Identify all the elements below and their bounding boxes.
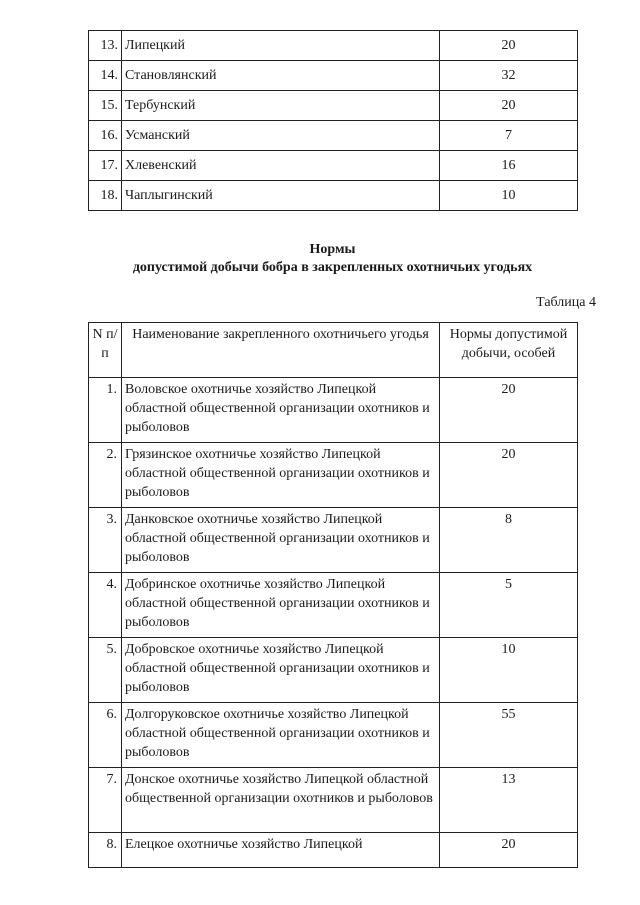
row-number: 4. xyxy=(89,573,122,638)
district-name: Хлевенский xyxy=(122,151,440,181)
hunting-ground-name: Данковское охотничье хозяйство Липецкой областной общественной организации охотников и рыболовов xyxy=(122,508,440,573)
section-title: Нормы xyxy=(309,242,356,257)
row-number: 2. xyxy=(89,443,122,508)
quota-value: 20 xyxy=(440,443,578,508)
quota-value: 55 xyxy=(440,703,578,768)
row-number: 1. xyxy=(89,378,122,443)
quota-value: 13 xyxy=(440,768,578,833)
row-number: 8. xyxy=(89,833,122,868)
table-row xyxy=(89,181,578,211)
table-label: Таблица 4 xyxy=(536,295,596,310)
row-number: 7. xyxy=(89,768,122,833)
quota-value: 32 xyxy=(440,61,578,91)
table-row xyxy=(89,151,578,181)
table-row xyxy=(89,61,578,91)
hunting-ground-name: Долгоруковское охотничье хозяйство Липецкой областной общественной организации охотников и рыболовов xyxy=(122,703,440,768)
quota-value: 10 xyxy=(440,638,578,703)
table-row xyxy=(89,378,578,443)
quota-value: 8 xyxy=(440,508,578,573)
quota-value: 20 xyxy=(440,31,578,61)
table-row xyxy=(89,573,578,638)
header-name: Наименование закрепленного охотничьего угодья xyxy=(122,323,440,378)
district-name: Липецкий xyxy=(122,31,440,61)
hunting-grounds-quota-table xyxy=(88,322,578,868)
header-value: Нормы допустимой добычи, особей xyxy=(440,323,578,378)
hunting-ground-name: Добринское охотничье хозяйство Липецкой областной общественной организации охотников и рыболовов xyxy=(122,573,440,638)
table-row xyxy=(89,768,578,833)
quota-value: 16 xyxy=(440,151,578,181)
row-number: 16. xyxy=(89,121,122,151)
row-number: 18. xyxy=(89,181,122,211)
section-subtitle: допустимой добычи бобра в закрепленных охотничьих угодьях xyxy=(132,260,533,275)
table-row xyxy=(89,31,578,61)
quota-value: 20 xyxy=(440,91,578,121)
quota-value: 20 xyxy=(440,833,578,868)
district-name: Чаплыгинский xyxy=(122,181,440,211)
district-name: Тербунский xyxy=(122,91,440,121)
district-name: Усманский xyxy=(122,121,440,151)
quota-value: 5 xyxy=(440,573,578,638)
district-quota-table xyxy=(88,30,578,211)
row-number: 5. xyxy=(89,638,122,703)
table-row xyxy=(89,91,578,121)
table-header-row xyxy=(89,323,578,378)
quota-value: 7 xyxy=(440,121,578,151)
table-row xyxy=(89,638,578,703)
hunting-ground-name: Воловское охотничье хозяйство Липецкой областной общественной организации охотников и рыболовов xyxy=(122,378,440,443)
hunting-ground-name: Донское охотничье хозяйство Липецкой областной общественной организации охотников и рыболовов xyxy=(122,768,440,833)
row-number: 6. xyxy=(89,703,122,768)
row-number: 14. xyxy=(89,61,122,91)
row-number: 13. xyxy=(89,31,122,61)
row-number: 3. xyxy=(89,508,122,573)
quota-value: 10 xyxy=(440,181,578,211)
hunting-ground-name: Добровское охотничье хозяйство Липецкой областной общественной организации охотников и рыболовов xyxy=(122,638,440,703)
table-row xyxy=(89,703,578,768)
district-name: Становлянский xyxy=(122,61,440,91)
quota-value: 20 xyxy=(440,378,578,443)
hunting-ground-name: Грязинское охотничье хозяйство Липецкой областной общественной организации охотников и рыболовов xyxy=(122,443,440,508)
table-row xyxy=(89,443,578,508)
table-row xyxy=(89,833,578,868)
header-number: N п/п xyxy=(89,323,122,378)
table-row xyxy=(89,508,578,573)
row-number: 17. xyxy=(89,151,122,181)
table-row xyxy=(89,121,578,151)
row-number: 15. xyxy=(89,91,122,121)
hunting-ground-name: Елецкое охотничье хозяйство Липецкой xyxy=(122,833,440,868)
